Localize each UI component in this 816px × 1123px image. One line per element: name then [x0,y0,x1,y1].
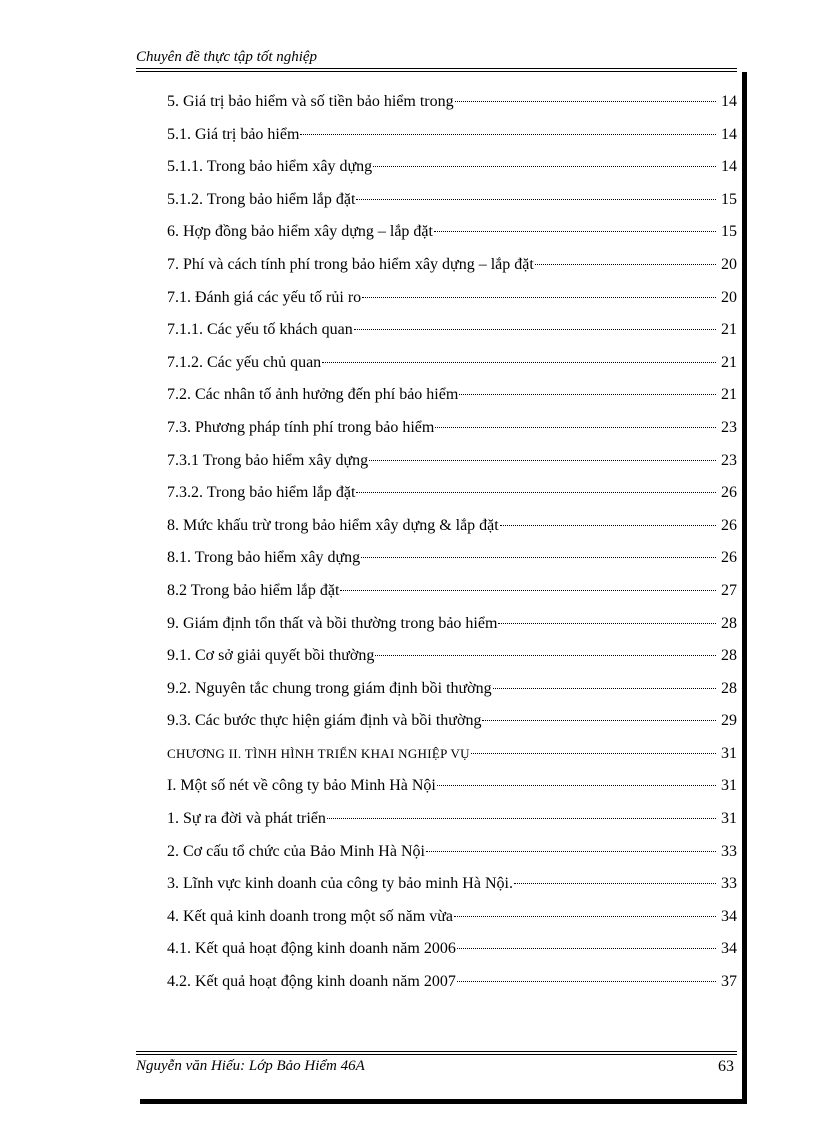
toc-entry[interactable] [167,582,737,615]
toc-entry-page: 34 [721,907,737,925]
toc-entry-title: 5.1.2. Trong bảo hiểm lắp đặt [167,190,356,208]
toc-dot-leader [340,590,716,591]
toc-entry-title: 9. Giám định tổn thất và bồi thường trong bảo hiểm [167,614,498,632]
toc-entry[interactable] [167,712,737,745]
toc-entry-page: 33 [721,875,737,893]
toc-entry[interactable] [167,191,737,224]
toc-entry[interactable] [167,843,737,876]
toc-entry-page: 28 [721,679,737,697]
toc-dot-leader [535,264,716,265]
toc-entry-page: 14 [721,125,737,143]
toc-dot-leader [300,134,716,135]
toc-dot-leader [354,329,716,330]
toc-entry[interactable] [167,875,737,908]
toc-entry-title: 1. Sự ra đời và phát triển [167,810,326,828]
toc-dot-leader [426,851,716,852]
toc-entry-title: 9.3. Các bước thực hiện giám định và bồi thường [167,712,482,730]
toc-dot-leader [327,818,716,819]
toc-dot-leader [373,166,716,167]
toc-entry-title: 7.2. Các nhân tố ảnh hưởng đến phí bảo hiểm [167,386,459,404]
toc-dot-leader [362,297,716,298]
toc-entry[interactable] [167,289,737,322]
toc-dot-leader [435,427,716,428]
toc-dot-leader [454,916,716,917]
page-shadow-bottom [140,1099,747,1104]
toc-dot-leader [361,557,716,558]
toc-entry[interactable] [167,680,737,713]
toc-entry-page: 15 [721,223,737,241]
header-rule [136,68,737,72]
toc-entry-page: 37 [721,973,737,991]
toc-entry[interactable] [167,517,737,550]
toc-entry-page: 15 [721,190,737,208]
page-shadow-right [742,72,747,1103]
toc-dot-leader [322,362,716,363]
page-number: 63 [718,1058,734,1075]
toc-entry-title: 7. Phí và cách tính phí trong bảo hiểm xây dựng – lắp đặt [167,255,534,273]
toc-entry[interactable] [167,158,737,191]
toc-entry[interactable] [167,615,737,648]
toc-entry-page: 28 [721,647,737,665]
toc-entry-title: 7.3.1 Trong bảo hiểm xây dựng [167,451,369,469]
toc-entry-title: 8. Mức khấu trừ trong bảo hiểm xây dựng & lắp đặt [167,516,499,534]
toc-entry-page: 20 [721,288,737,306]
toc-entry-page: 21 [721,353,737,371]
toc-entry-title: 7.3. Phương pháp tính phí trong bảo hiểm [167,418,435,436]
toc-dot-leader [500,525,716,526]
running-header: Chuyên đề thực tập tốt nghiệp [136,49,318,65]
toc-entry-page: 28 [721,614,737,632]
toc-entry-title: 5. Giá trị bảo hiểm và số tiền bảo hiểm trong [167,93,454,110]
toc-dot-leader [459,394,716,395]
toc-dot-leader [498,623,716,624]
toc-entry-title: 4.2. Kết quả hoạt động kinh doanh năm 2007 [167,973,456,991]
toc-entry[interactable] [167,745,737,778]
toc-dot-leader [356,199,716,200]
toc-entry-page: 26 [721,549,737,567]
footer-rule [136,1051,737,1055]
toc-entry[interactable] [167,549,737,582]
toc-entry[interactable] [167,908,737,941]
toc-entry-title: 4. Kết quả kinh doanh trong một số năm vừa [167,907,453,925]
toc-dot-leader [434,231,716,232]
toc-entry-title: 2. Cơ cấu tổ chức của Bảo Minh Hà Nội [167,842,425,860]
toc-entry-page: 23 [721,451,737,469]
toc-entry[interactable] [167,419,737,452]
toc-dot-leader [356,492,716,493]
toc-entry-page: 21 [721,386,737,404]
toc-entry-page: 21 [721,321,737,339]
toc-entry-title: 7.1. Đánh giá các yếu tố rủi ro [167,288,362,306]
toc-entry[interactable] [167,777,737,810]
toc-entry-page: 14 [721,158,737,176]
toc-entry[interactable] [167,126,737,159]
toc-entry[interactable] [167,484,737,517]
toc-entry-title: I. Một số nét về công ty bảo Minh Hà Nội [167,777,436,795]
toc-entry-title: 3. Lĩnh vực kinh doanh của công ty bảo minh Hà Nội. [167,875,513,893]
toc-entry-page: 31 [721,810,737,828]
toc-entry-title: CHƯƠNG II. TÌNH HÌNH TRIỂN KHAI NGHIỆP VỤ [167,745,470,761]
toc-entry[interactable] [167,452,737,485]
toc-entry-title: 8.1. Trong bảo hiểm xây dựng [167,549,361,567]
toc-dot-leader [493,688,716,689]
toc-entry[interactable] [167,386,737,419]
toc-entry-title: 8.2 Trong bảo hiểm lắp đặt [167,581,340,599]
toc-entry[interactable] [167,647,737,680]
toc-dot-leader [482,720,716,721]
table-of-contents [167,93,737,1006]
toc-entry-title: 5.1. Giá trị bảo hiểm [167,125,300,143]
toc-entry[interactable] [167,354,737,387]
toc-entry[interactable] [167,940,737,973]
toc-entry-title: 6. Hợp đồng bảo hiểm xây dựng – lắp đặt [167,223,433,241]
toc-dot-leader [369,460,716,461]
toc-dot-leader [437,785,716,786]
toc-entry[interactable] [167,321,737,354]
toc-entry-page: 26 [721,484,737,502]
toc-entry-page: 29 [721,712,737,730]
toc-entry-title: 9.2. Nguyên tắc chung trong giám định bồi thường [167,679,492,697]
toc-entry-title: 7.3.2. Trong bảo hiểm lắp đặt [167,484,356,502]
toc-dot-leader [471,753,716,754]
toc-entry-page: 26 [721,516,737,534]
toc-entry[interactable] [167,973,737,1006]
toc-entry-page: 31 [721,744,737,762]
footer-author: Nguyễn văn Hiếu: Lớp Bảo Hiểm 46A [136,1058,365,1074]
toc-entry-title: 7.1.1. Các yếu tố khách quan [167,321,353,339]
toc-entry-title: 9.1. Cơ sở giải quyết bồi thường [167,647,375,665]
toc-dot-leader [375,655,716,656]
toc-entry-page: 27 [721,581,737,599]
toc-entry-title: 4.1. Kết quả hoạt động kinh doanh năm 2006 [167,940,456,958]
toc-entry-title: 7.1.2. Các yếu chủ quan [167,353,322,371]
toc-entry-page: 20 [721,255,737,273]
toc-entry-page: 34 [721,940,737,958]
toc-entry-page: 33 [721,842,737,860]
toc-entry[interactable] [167,256,737,289]
toc-entry-page: 14 [721,93,737,110]
toc-entry[interactable] [167,223,737,256]
toc-entry-page: 31 [721,777,737,795]
toc-dot-leader [514,883,716,884]
toc-dot-leader [457,981,716,982]
toc-entry[interactable] [167,93,737,126]
toc-entry-page: 23 [721,418,737,436]
toc-dot-leader [455,101,716,102]
toc-dot-leader [457,948,716,949]
toc-entry-title: 5.1.1. Trong bảo hiểm xây dựng [167,158,373,176]
toc-entry[interactable] [167,810,737,843]
